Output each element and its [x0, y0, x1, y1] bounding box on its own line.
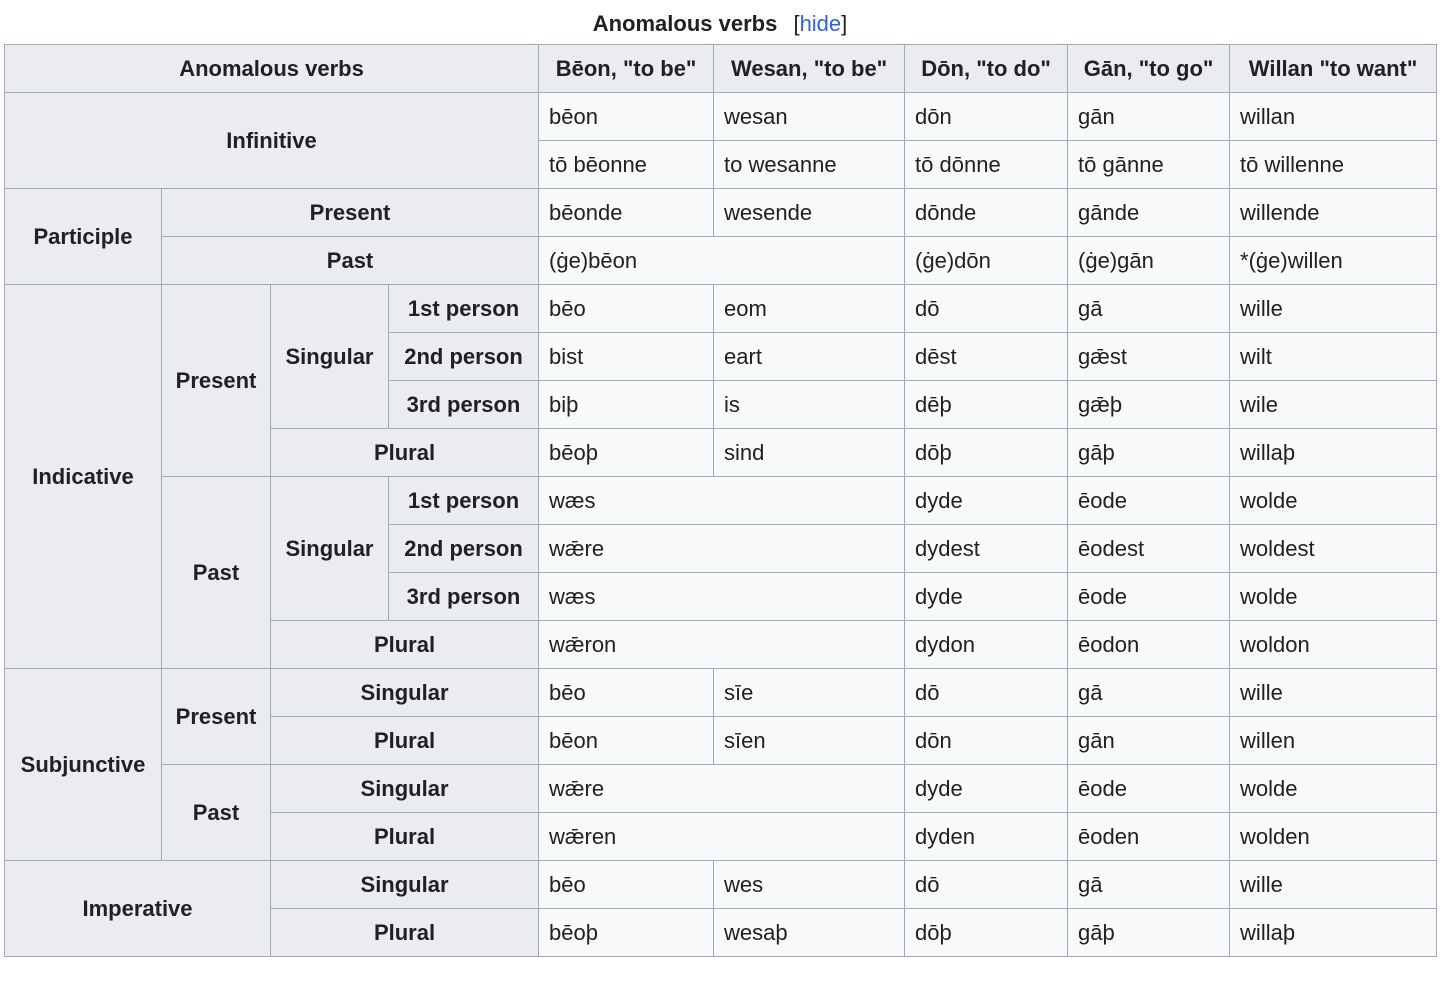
table-row	[5, 765, 1437, 813]
cell: to wesanne	[714, 141, 905, 189]
cell: wǣre	[539, 765, 905, 813]
cell: ēodon	[1068, 621, 1230, 669]
cell: *(ġe)willen	[1230, 237, 1437, 285]
cell: gāþ	[1068, 909, 1230, 957]
cell: ēodest	[1068, 525, 1230, 573]
row-header-past: Past	[162, 237, 539, 285]
row-header-3rd-person: 3rd person	[389, 381, 539, 429]
cell: bēon	[539, 93, 714, 141]
row-header-singular: Singular	[271, 477, 389, 621]
cell: wesaþ	[714, 909, 905, 957]
cell: willan	[1230, 93, 1437, 141]
row-header-plural: Plural	[271, 813, 539, 861]
cell: wesan	[714, 93, 905, 141]
row-header-2nd-person: 2nd person	[389, 333, 539, 381]
table-row	[5, 93, 1437, 141]
cell: woldon	[1230, 621, 1437, 669]
row-header-plural: Plural	[271, 909, 539, 957]
cell: sīe	[714, 669, 905, 717]
cell: sind	[714, 429, 905, 477]
row-header-singular: Singular	[271, 765, 539, 813]
cell: wille	[1230, 861, 1437, 909]
row-header-subjunctive: Subjunctive	[5, 669, 162, 861]
cell: wolde	[1230, 477, 1437, 525]
cell: wǣren	[539, 813, 905, 861]
table-row	[5, 669, 1437, 717]
cell: willende	[1230, 189, 1437, 237]
cell: bēo	[539, 861, 714, 909]
cell: dō	[905, 285, 1068, 333]
row-header-imperative: Imperative	[5, 861, 271, 957]
cell: wolden	[1230, 813, 1437, 861]
cell: woldest	[1230, 525, 1437, 573]
cell: dyde	[905, 573, 1068, 621]
row-header-past: Past	[162, 477, 271, 669]
collapse-toggle	[793, 11, 847, 36]
table-row	[5, 861, 1437, 909]
cell: gān	[1068, 93, 1230, 141]
table-title: Anomalous verbs	[592, 11, 778, 36]
row-header-indicative: Indicative	[5, 285, 162, 669]
col-header-wesan: Wesan, "to be"	[714, 45, 905, 93]
cell: (ġe)dōn	[905, 237, 1068, 285]
cell: bēonde	[539, 189, 714, 237]
table-row	[5, 285, 1437, 333]
row-header-1st-person: 1st person	[389, 477, 539, 525]
header-row	[5, 45, 1437, 93]
cell: gā	[1068, 669, 1230, 717]
cell: bēoþ	[539, 429, 714, 477]
cell: eart	[714, 333, 905, 381]
row-header-singular: Singular	[271, 861, 539, 909]
row-header-2nd-person: 2nd person	[389, 525, 539, 573]
cell: ēode	[1068, 765, 1230, 813]
row-header-present: Present	[162, 189, 539, 237]
row-header-3rd-person: 3rd person	[389, 573, 539, 621]
cell: dyden	[905, 813, 1068, 861]
cell: bēo	[539, 285, 714, 333]
cell: dydest	[905, 525, 1068, 573]
cell: gǣþ	[1068, 381, 1230, 429]
cell: dōþ	[905, 909, 1068, 957]
cell: gǣst	[1068, 333, 1230, 381]
cell: dōn	[905, 93, 1068, 141]
cell: tō willenne	[1230, 141, 1437, 189]
cell: willaþ	[1230, 909, 1437, 957]
cell: dōnde	[905, 189, 1068, 237]
cell: wile	[1230, 381, 1437, 429]
col-header-don: Dōn, "to do"	[905, 45, 1068, 93]
cell: wǣron	[539, 621, 905, 669]
anomalous-verbs-table	[4, 44, 1437, 957]
cell: wesende	[714, 189, 905, 237]
cell: eom	[714, 285, 905, 333]
cell: dōn	[905, 717, 1068, 765]
cell: bēoþ	[539, 909, 714, 957]
cell: wes	[714, 861, 905, 909]
table-caption	[0, 8, 1440, 40]
row-header-singular: Singular	[271, 285, 389, 429]
cell: sīen	[714, 717, 905, 765]
bracket-close: ]	[841, 11, 848, 36]
cell: tō dōnne	[905, 141, 1068, 189]
cell: wæs	[539, 477, 905, 525]
cell: gā	[1068, 861, 1230, 909]
cell: dō	[905, 861, 1068, 909]
row-header-1st-person: 1st person	[389, 285, 539, 333]
cell: ēode	[1068, 573, 1230, 621]
cell: gāþ	[1068, 429, 1230, 477]
row-header-participle: Participle	[5, 189, 162, 285]
row-header-past: Past	[162, 765, 271, 861]
cell: wolde	[1230, 573, 1437, 621]
cell: dyde	[905, 477, 1068, 525]
table-row	[5, 477, 1437, 525]
cell: tō gānne	[1068, 141, 1230, 189]
cell: wǣre	[539, 525, 905, 573]
cell: bēon	[539, 717, 714, 765]
cell: wolde	[1230, 765, 1437, 813]
cell: wille	[1230, 285, 1437, 333]
cell: tō bēonne	[539, 141, 714, 189]
cell: is	[714, 381, 905, 429]
table-row	[5, 237, 1437, 285]
cell: (ġe)gān	[1068, 237, 1230, 285]
cell: dyde	[905, 765, 1068, 813]
cell: gān	[1068, 717, 1230, 765]
cell: willen	[1230, 717, 1437, 765]
cell: dō	[905, 669, 1068, 717]
cell: dēþ	[905, 381, 1068, 429]
cell: wille	[1230, 669, 1437, 717]
table-row	[5, 189, 1437, 237]
hide-link[interactable]: hide	[799, 11, 842, 36]
cell: (ġe)bēon	[539, 237, 905, 285]
cell: dōþ	[905, 429, 1068, 477]
col-header-willan: Willan "to want"	[1230, 45, 1437, 93]
cell: dydon	[905, 621, 1068, 669]
cell: biþ	[539, 381, 714, 429]
row-header-present: Present	[162, 285, 271, 477]
row-header-plural: Plural	[271, 717, 539, 765]
cell: willaþ	[1230, 429, 1437, 477]
cell: wilt	[1230, 333, 1437, 381]
row-header-plural: Plural	[271, 621, 539, 669]
corner-header: Anomalous verbs	[5, 45, 539, 93]
row-header-plural: Plural	[271, 429, 539, 477]
cell: wæs	[539, 573, 905, 621]
col-header-gan: Gān, "to go"	[1068, 45, 1230, 93]
cell: dēst	[905, 333, 1068, 381]
cell: gā	[1068, 285, 1230, 333]
row-header-present: Present	[162, 669, 271, 765]
bracket-open: [	[793, 11, 800, 36]
row-header-singular: Singular	[271, 669, 539, 717]
col-header-beon: Bēon, "to be"	[539, 45, 714, 93]
row-header-infinitive: Infinitive	[5, 93, 539, 189]
cell: ēode	[1068, 477, 1230, 525]
cell: bist	[539, 333, 714, 381]
cell: bēo	[539, 669, 714, 717]
cell: ēoden	[1068, 813, 1230, 861]
cell: gānde	[1068, 189, 1230, 237]
